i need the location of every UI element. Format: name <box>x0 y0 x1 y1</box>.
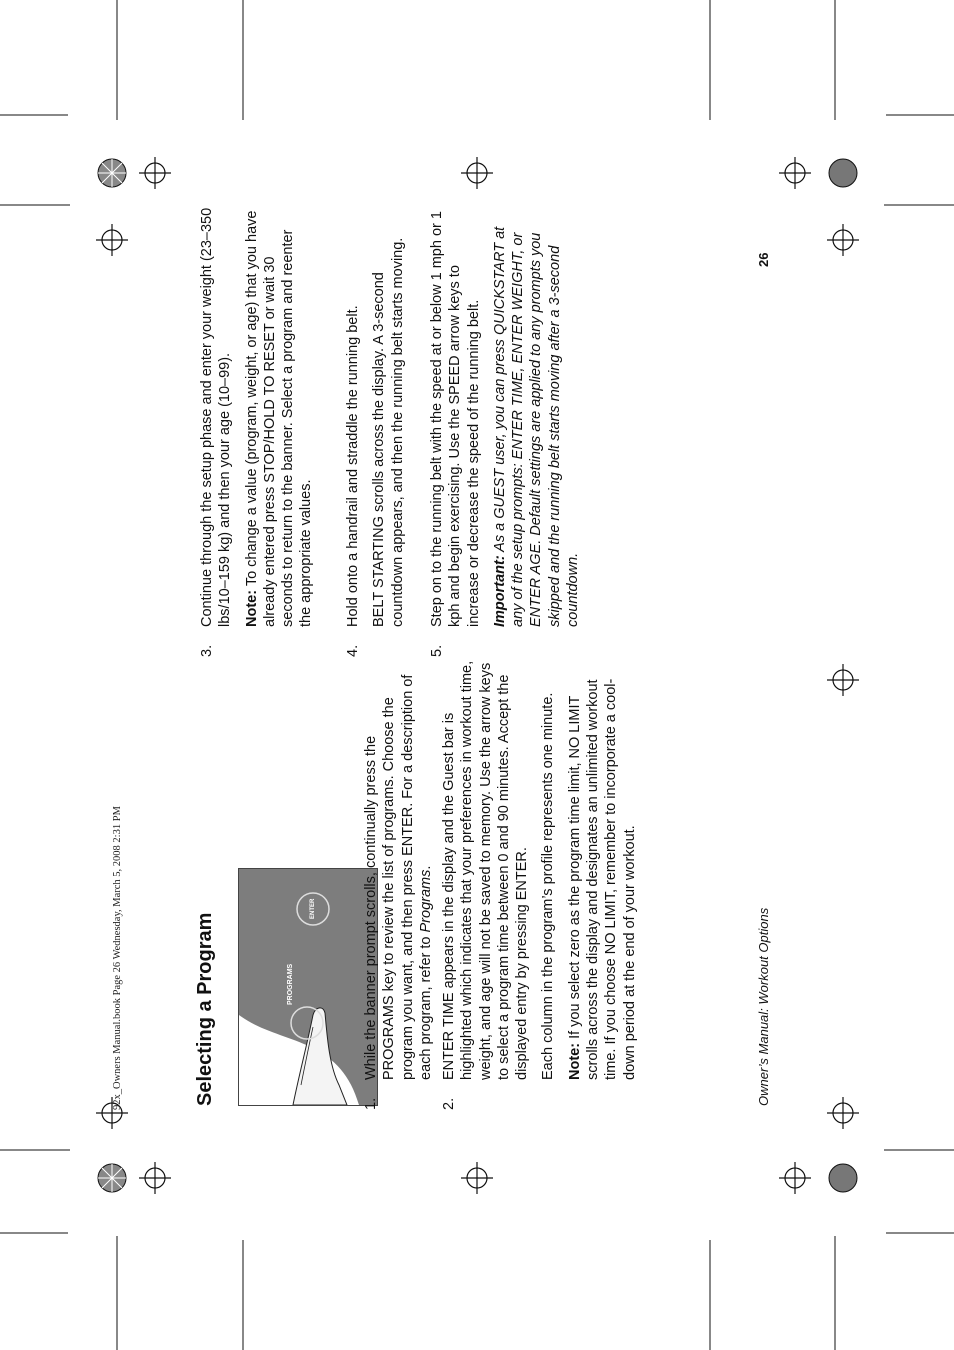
list-item-4 <box>344 207 415 657</box>
item-subtext: BELT STARTING scrolls across the display. A 3-second countdown appears, and then the running belt starts moving. <box>371 237 406 627</box>
page-number: 26 <box>756 252 771 267</box>
programs-label: PROGRAMS <box>287 963 294 1005</box>
console-illustration <box>238 868 378 1106</box>
footer-title: Owner’s Manual: Workout Options <box>756 907 771 1106</box>
item-text: Step on to the running belt with the speed at or below 1 mph or 1 kph and begin exercising. Use the SPEED arrow keys to increase or decrease the speed of the running belt. <box>429 211 482 627</box>
item-subtext: Each column in the program’s profile represents one minute. <box>540 692 557 1080</box>
item-number: 4. <box>345 644 361 657</box>
item-text: While the banner prompt scrolls, continually press the PROGRAMS key to review the list of programs. Choose the program you want, and then press ENTER. For a description of each program, refer to <box>363 674 434 1080</box>
list-item-1 <box>362 660 443 1110</box>
item-number: 1. <box>363 1097 379 1110</box>
programs-ref: Programs <box>417 869 434 933</box>
important-text: As a GUEST user, you can press QUICKSTART at any of the setup prompts: ENTER TIME, ENTER WEIGHT, or ENTER AGE. Default settings are applied to any prompts you skipped and the running belt starts moving after a 3-second countdown. <box>491 226 582 627</box>
item-number: 3. <box>199 644 215 657</box>
list-item-5 <box>428 207 590 657</box>
list-item-3 <box>198 207 324 657</box>
page-title: Selecting a Program <box>194 912 216 1106</box>
important-label: Important: <box>491 555 508 627</box>
note-label: Note: <box>243 589 260 627</box>
item-number: 2. <box>441 1097 457 1110</box>
item-number: 5. <box>429 644 445 657</box>
note-text: If you select zero as the program time limit, NO LIMIT scrolls across the display and designates an unlimited workout time. If you choose NO LIMIT, remember to incorporate a cool-down period at the end of your workout. <box>566 678 638 1080</box>
enter-label: ENTER <box>310 898 316 919</box>
item-text: Hold onto a handrail and straddle the running belt. <box>345 305 361 627</box>
item-text: Continue through the setup phase and enter your weight (23–350 lbs/10–159 kg) and then your age (10–99). <box>199 207 234 627</box>
ref-end: . <box>417 865 434 870</box>
item-text: ENTER TIME appears in the display and the Guest bar is highlighted which indicates that your preferences in workout time, weight, and age will not be saved to memory. Use the arrow keys to select a program time between 0 and 90 minutes. Accept the displayed entry by pressing ENTER. <box>441 660 531 1080</box>
note-label: Note: <box>566 1042 583 1080</box>
list-item-2 <box>440 660 647 1110</box>
note-text: To change a value (program, weight, or age) that you have already entered press STOP/HOLD TO RESET or wait 30 seconds to return to the banner. Select a program and reenter the appropriate values. <box>243 210 315 627</box>
file-header: 92x_Owners Manual.book Page 26 Wednesday, March 5, 2008 2:31 PM <box>112 806 123 1110</box>
